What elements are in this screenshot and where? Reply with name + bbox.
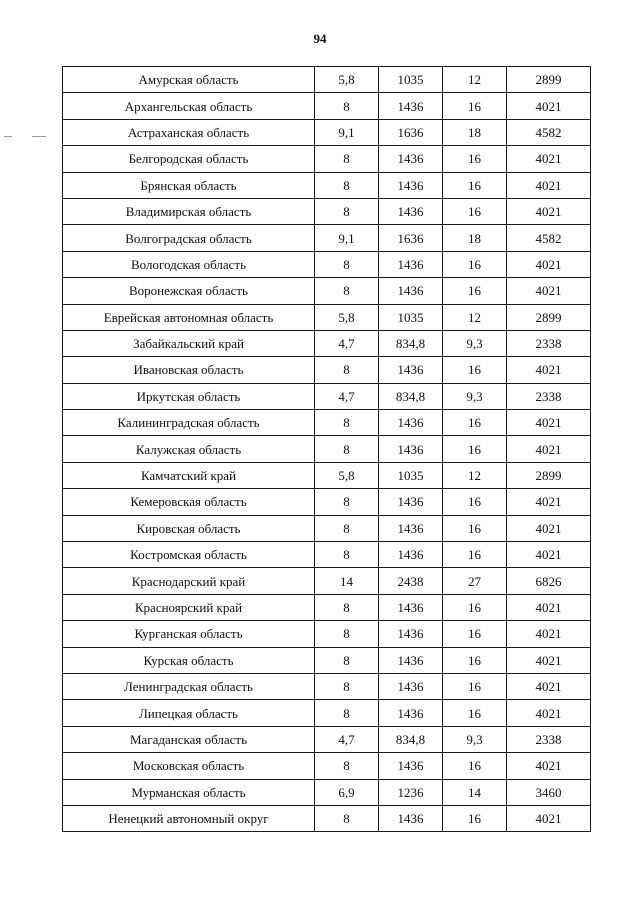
table-row	[63, 436, 591, 462]
value-cell-1: 4,7	[315, 726, 379, 752]
value-cell-2: 1436	[379, 594, 443, 620]
tariff-table-container	[62, 66, 591, 832]
value-cell-4: 4021	[507, 700, 591, 726]
value-cell-2: 1436	[379, 146, 443, 172]
table-row	[63, 542, 591, 568]
value-cell-3: 16	[443, 410, 507, 436]
value-cell-4: 2338	[507, 330, 591, 356]
value-cell-2: 834,8	[379, 726, 443, 752]
region-name-cell: Магаданская область	[63, 726, 315, 752]
table-row	[63, 462, 591, 488]
region-name-cell: Ивановская область	[63, 357, 315, 383]
value-cell-3: 16	[443, 278, 507, 304]
value-cell-4: 4021	[507, 278, 591, 304]
value-cell-2: 1436	[379, 700, 443, 726]
region-name-cell: Московская область	[63, 753, 315, 779]
region-name-cell: Липецкая область	[63, 700, 315, 726]
value-cell-2: 1436	[379, 172, 443, 198]
value-cell-3: 12	[443, 304, 507, 330]
region-name-cell: Курская область	[63, 647, 315, 673]
table-row	[63, 146, 591, 172]
value-cell-3: 9,3	[443, 330, 507, 356]
value-cell-4: 4582	[507, 119, 591, 145]
value-cell-1: 9,1	[315, 225, 379, 251]
region-name-cell: Курганская область	[63, 621, 315, 647]
table-row	[63, 568, 591, 594]
table-row	[63, 330, 591, 356]
region-name-cell: Вологодская область	[63, 251, 315, 277]
value-cell-4: 4021	[507, 93, 591, 119]
table-body	[63, 67, 591, 832]
value-cell-2: 1436	[379, 198, 443, 224]
table-row	[63, 93, 591, 119]
value-cell-4: 2338	[507, 726, 591, 752]
region-name-cell: Иркутская область	[63, 383, 315, 409]
value-cell-2: 1035	[379, 462, 443, 488]
value-cell-1: 4,7	[315, 383, 379, 409]
value-cell-1: 8	[315, 357, 379, 383]
value-cell-3: 16	[443, 700, 507, 726]
value-cell-4: 4021	[507, 146, 591, 172]
value-cell-2: 1436	[379, 805, 443, 831]
value-cell-4: 4021	[507, 410, 591, 436]
value-cell-3: 16	[443, 621, 507, 647]
value-cell-4: 4021	[507, 753, 591, 779]
value-cell-2: 1436	[379, 357, 443, 383]
value-cell-4: 4021	[507, 542, 591, 568]
value-cell-1: 8	[315, 146, 379, 172]
value-cell-3: 16	[443, 753, 507, 779]
value-cell-3: 18	[443, 119, 507, 145]
value-cell-3: 16	[443, 93, 507, 119]
value-cell-3: 16	[443, 673, 507, 699]
region-name-cell: Ленинградская область	[63, 673, 315, 699]
value-cell-3: 16	[443, 251, 507, 277]
value-cell-3: 16	[443, 172, 507, 198]
region-name-cell: Кировская область	[63, 515, 315, 541]
value-cell-3: 9,3	[443, 726, 507, 752]
value-cell-2: 1436	[379, 515, 443, 541]
table-row	[63, 700, 591, 726]
value-cell-3: 9,3	[443, 383, 507, 409]
value-cell-4: 4582	[507, 225, 591, 251]
region-name-cell: Калужская область	[63, 436, 315, 462]
table-row	[63, 489, 591, 515]
region-name-cell: Астраханская область	[63, 119, 315, 145]
region-name-cell: Кемеровская область	[63, 489, 315, 515]
value-cell-2: 1035	[379, 304, 443, 330]
value-cell-4: 2899	[507, 304, 591, 330]
value-cell-1: 8	[315, 621, 379, 647]
region-name-cell: Белгородская область	[63, 146, 315, 172]
value-cell-3: 16	[443, 594, 507, 620]
region-name-cell: Ненецкий автономный округ	[63, 805, 315, 831]
value-cell-2: 1436	[379, 542, 443, 568]
value-cell-3: 12	[443, 67, 507, 93]
value-cell-3: 16	[443, 146, 507, 172]
table-row	[63, 67, 591, 93]
value-cell-3: 16	[443, 542, 507, 568]
table-row	[63, 225, 591, 251]
table-row	[63, 673, 591, 699]
value-cell-2: 1436	[379, 673, 443, 699]
value-cell-2: 1436	[379, 436, 443, 462]
region-name-cell: Мурманская область	[63, 779, 315, 805]
value-cell-2: 2438	[379, 568, 443, 594]
value-cell-4: 4021	[507, 515, 591, 541]
value-cell-1: 5,8	[315, 67, 379, 93]
value-cell-1: 8	[315, 278, 379, 304]
table-row	[63, 594, 591, 620]
value-cell-1: 6,9	[315, 779, 379, 805]
value-cell-2: 1436	[379, 621, 443, 647]
region-name-cell: Брянская область	[63, 172, 315, 198]
value-cell-3: 16	[443, 515, 507, 541]
value-cell-4: 4021	[507, 251, 591, 277]
table-row	[63, 251, 591, 277]
value-cell-1: 8	[315, 805, 379, 831]
table-row	[63, 119, 591, 145]
value-cell-4: 4021	[507, 357, 591, 383]
scan-artifact-left	[4, 136, 12, 137]
value-cell-3: 16	[443, 647, 507, 673]
value-cell-2: 1436	[379, 93, 443, 119]
value-cell-4: 2899	[507, 462, 591, 488]
value-cell-2: 1636	[379, 225, 443, 251]
value-cell-2: 1436	[379, 647, 443, 673]
value-cell-4: 4021	[507, 647, 591, 673]
value-cell-1: 8	[315, 700, 379, 726]
value-cell-3: 18	[443, 225, 507, 251]
table-row	[63, 198, 591, 224]
tariff-table	[62, 66, 591, 832]
region-name-cell: Забайкальский край	[63, 330, 315, 356]
value-cell-4: 6826	[507, 568, 591, 594]
value-cell-2: 1236	[379, 779, 443, 805]
table-row	[63, 647, 591, 673]
value-cell-4: 4021	[507, 594, 591, 620]
value-cell-4: 4021	[507, 436, 591, 462]
table-row	[63, 726, 591, 752]
value-cell-2: 1436	[379, 753, 443, 779]
table-row	[63, 172, 591, 198]
value-cell-1: 4,7	[315, 330, 379, 356]
region-name-cell: Еврейская автономная область	[63, 304, 315, 330]
value-cell-2: 1436	[379, 489, 443, 515]
value-cell-2: 834,8	[379, 383, 443, 409]
page-number: 94	[313, 31, 327, 46]
value-cell-1: 8	[315, 673, 379, 699]
region-name-cell: Камчатский край	[63, 462, 315, 488]
value-cell-1: 8	[315, 410, 379, 436]
value-cell-1: 8	[315, 251, 379, 277]
value-cell-1: 8	[315, 93, 379, 119]
value-cell-2: 1636	[379, 119, 443, 145]
value-cell-1: 8	[315, 594, 379, 620]
value-cell-2: 1436	[379, 251, 443, 277]
value-cell-3: 16	[443, 436, 507, 462]
value-cell-4: 4021	[507, 621, 591, 647]
value-cell-1: 9,1	[315, 119, 379, 145]
value-cell-1: 14	[315, 568, 379, 594]
table-row	[63, 805, 591, 831]
region-name-cell: Владимирская область	[63, 198, 315, 224]
table-row	[63, 621, 591, 647]
value-cell-1: 8	[315, 198, 379, 224]
value-cell-1: 8	[315, 172, 379, 198]
region-name-cell: Архангельская область	[63, 93, 315, 119]
value-cell-4: 4021	[507, 673, 591, 699]
value-cell-1: 8	[315, 515, 379, 541]
value-cell-1: 8	[315, 542, 379, 568]
region-name-cell: Воронежская область	[63, 278, 315, 304]
region-name-cell: Краснодарский край	[63, 568, 315, 594]
value-cell-3: 16	[443, 357, 507, 383]
value-cell-3: 27	[443, 568, 507, 594]
value-cell-4: 4021	[507, 805, 591, 831]
table-row	[63, 753, 591, 779]
table-row	[63, 410, 591, 436]
table-row	[63, 383, 591, 409]
value-cell-3: 16	[443, 489, 507, 515]
value-cell-2: 1436	[379, 278, 443, 304]
value-cell-1: 8	[315, 753, 379, 779]
region-name-cell: Волгоградская область	[63, 225, 315, 251]
value-cell-1: 5,8	[315, 462, 379, 488]
value-cell-1: 8	[315, 489, 379, 515]
value-cell-3: 16	[443, 805, 507, 831]
region-name-cell: Красноярский край	[63, 594, 315, 620]
region-name-cell: Амурская область	[63, 67, 315, 93]
value-cell-4: 3460	[507, 779, 591, 805]
value-cell-4: 4021	[507, 172, 591, 198]
value-cell-3: 12	[443, 462, 507, 488]
table-row	[63, 278, 591, 304]
table-row	[63, 779, 591, 805]
value-cell-3: 16	[443, 198, 507, 224]
value-cell-2: 1035	[379, 67, 443, 93]
value-cell-2: 1436	[379, 410, 443, 436]
value-cell-3: 14	[443, 779, 507, 805]
value-cell-4: 2338	[507, 383, 591, 409]
region-name-cell: Костромская область	[63, 542, 315, 568]
table-row	[63, 304, 591, 330]
value-cell-4: 2899	[507, 67, 591, 93]
value-cell-1: 8	[315, 436, 379, 462]
value-cell-4: 4021	[507, 489, 591, 515]
value-cell-1: 5,8	[315, 304, 379, 330]
value-cell-4: 4021	[507, 198, 591, 224]
table-row	[63, 357, 591, 383]
value-cell-1: 8	[315, 647, 379, 673]
region-name-cell: Калининградская область	[63, 410, 315, 436]
scan-artifact-left-2	[32, 136, 46, 137]
table-row	[63, 515, 591, 541]
value-cell-2: 834,8	[379, 330, 443, 356]
